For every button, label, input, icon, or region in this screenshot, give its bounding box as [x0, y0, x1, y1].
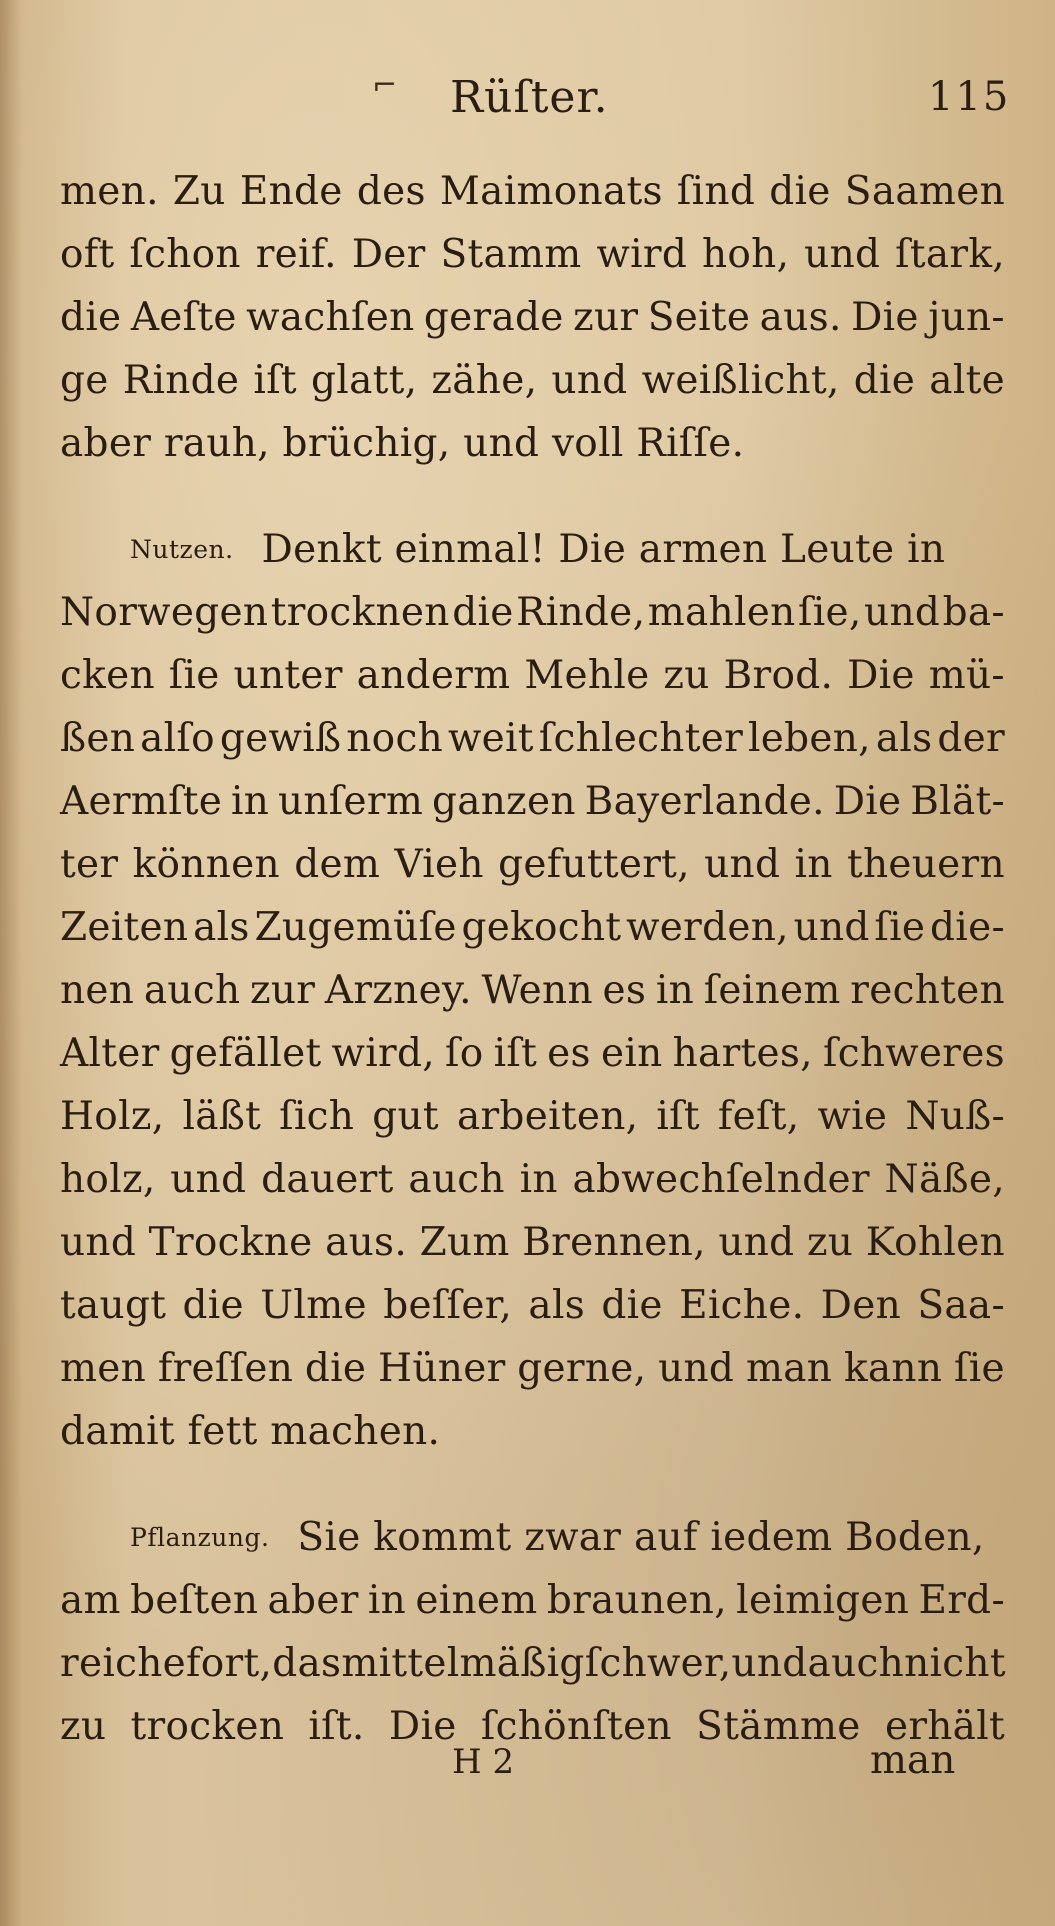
word: Zum — [419, 1220, 510, 1265]
word: holz, — [60, 1157, 156, 1202]
text-line — [60, 1150, 1005, 1210]
word: unſerm — [277, 779, 424, 824]
word: und — [793, 905, 870, 950]
word: Näße, — [884, 1157, 1005, 1202]
word: ſie — [874, 905, 926, 950]
catchword: man — [870, 1738, 956, 1783]
word: dem — [294, 842, 381, 887]
word: weit — [447, 716, 534, 761]
word: gefuttert, — [498, 842, 690, 887]
word: in — [794, 842, 833, 887]
word: Erd‑ — [918, 1578, 1005, 1623]
word: es — [547, 1031, 591, 1076]
word: rechten — [850, 968, 1005, 1013]
paragraph-first-line — [130, 520, 945, 580]
text-line — [60, 1087, 1005, 1147]
text-line — [60, 1697, 1005, 1757]
word: die — [853, 358, 916, 403]
margin-note-pflanzung: Pflanzung. — [130, 1523, 270, 1552]
word: glatt, — [311, 358, 418, 403]
text-line — [60, 225, 1005, 285]
word: ge — [60, 358, 109, 403]
word: und — [731, 1641, 808, 1686]
word: Arzney. — [324, 968, 472, 1013]
word: ſich — [279, 1094, 355, 1139]
word: als — [193, 905, 250, 950]
word: Ulme — [260, 1283, 367, 1328]
word: ter — [60, 842, 119, 887]
word: Aermſte — [60, 779, 223, 824]
text-line — [60, 1276, 1005, 1336]
word: die — [769, 169, 831, 214]
word: theuern — [846, 842, 1005, 887]
word: in — [655, 968, 695, 1013]
word: gewiß — [219, 716, 342, 761]
word: men. — [60, 169, 159, 214]
word: fort, — [186, 1641, 273, 1686]
word: beſten — [130, 1578, 259, 1623]
word: hoh, — [701, 232, 790, 277]
word: hartes, — [672, 1031, 813, 1076]
word: Kohlen — [865, 1220, 1005, 1265]
word: dauert — [261, 1157, 394, 1202]
word: unter — [233, 653, 343, 698]
word: das — [272, 1641, 342, 1686]
word: ſie, — [798, 590, 862, 635]
word: Saamen — [844, 169, 1005, 214]
word: ſo — [445, 1031, 484, 1076]
word: feſt, — [717, 1094, 800, 1139]
word: ſind — [676, 169, 756, 214]
word: auch — [143, 968, 241, 1013]
word: jun‑ — [928, 295, 1005, 340]
word: und — [60, 1220, 137, 1265]
word: die — [182, 1283, 244, 1328]
word: als — [528, 1283, 586, 1328]
word: aber — [267, 1578, 359, 1623]
word: auch — [807, 1641, 905, 1686]
word: und — [718, 1220, 795, 1265]
word: ſchon — [129, 232, 241, 277]
running-head — [0, 62, 1055, 122]
header-mark: ⌐ — [372, 68, 398, 103]
word: auch — [408, 1157, 505, 1202]
word: Den — [820, 1283, 901, 1328]
word: zur — [573, 295, 639, 340]
word: Bayerlande. — [584, 779, 825, 824]
word: Holz, — [60, 1094, 165, 1139]
text-line — [60, 646, 1005, 706]
word: iſt — [656, 1094, 700, 1139]
signature-mark: H 2 — [452, 1742, 515, 1782]
word: Brennen, — [522, 1220, 706, 1265]
word: leben, — [747, 716, 871, 761]
page-edge-shadow — [0, 0, 22, 1926]
word: reif. — [255, 232, 337, 277]
word: Maimonats — [439, 169, 663, 214]
word: wachſen — [246, 295, 415, 340]
word: Der — [351, 232, 426, 277]
word: die — [304, 1346, 367, 1391]
word: Norwegen — [60, 590, 269, 635]
word: Vieh — [394, 842, 484, 887]
word: die — [452, 590, 514, 635]
word: und — [804, 232, 881, 277]
word: anderm — [356, 653, 511, 698]
word: zu — [663, 653, 710, 698]
word: der — [937, 716, 1005, 761]
word: Blät‑ — [910, 779, 1005, 824]
word: noch — [346, 716, 444, 761]
word: in — [367, 1578, 407, 1623]
word: Brod. — [723, 653, 834, 698]
page-title: Rüſter. — [450, 72, 609, 123]
word: trocknen — [270, 590, 450, 635]
word: ſie — [168, 653, 220, 698]
word: aus. — [325, 1220, 408, 1265]
word: Die — [388, 1704, 457, 1749]
word: cken — [60, 653, 155, 698]
text-line — [60, 772, 1005, 832]
word: man — [745, 1346, 833, 1391]
word: iſt — [253, 358, 297, 403]
text-line: Sie kommt zwar auf iedem Boden, — [297, 1515, 985, 1560]
word: Die — [847, 653, 915, 698]
word: ein — [600, 1031, 663, 1076]
word: Stamm — [440, 232, 582, 277]
word: in — [519, 1157, 558, 1202]
word: und — [658, 1346, 735, 1391]
word: Wenn — [481, 968, 593, 1013]
word: Seite — [647, 295, 751, 340]
text-line — [60, 162, 1005, 222]
word: Alter — [60, 1031, 160, 1076]
word: Die — [851, 295, 919, 340]
word: iſt. — [308, 1704, 365, 1749]
word: zu — [60, 1704, 107, 1749]
word: wie — [817, 1094, 888, 1139]
word: Rinde, — [516, 590, 646, 635]
word: einem — [415, 1578, 538, 1623]
word: werden, — [626, 905, 789, 950]
word: ba‑ — [942, 590, 1005, 635]
word: ſchönſten — [480, 1704, 672, 1749]
text-line — [60, 1634, 1005, 1694]
word: es — [602, 968, 647, 1013]
word: die — [60, 295, 122, 340]
word: men — [60, 1346, 147, 1391]
word: zähe, — [431, 358, 538, 403]
word: Stämme — [696, 1704, 861, 1749]
word: mahlen — [647, 590, 796, 635]
word: nicht — [904, 1641, 1006, 1686]
word: in — [230, 779, 270, 824]
word: ßen — [60, 716, 136, 761]
word: zu — [806, 1220, 854, 1265]
word: Eiche. — [679, 1283, 805, 1328]
page-number: 115 — [928, 74, 1011, 120]
word: abwechſelnder — [572, 1157, 870, 1202]
word: kann — [843, 1346, 943, 1391]
word: gekocht — [461, 905, 622, 950]
word: Hüner — [378, 1346, 506, 1391]
word: Rinde — [122, 358, 240, 403]
word: und — [170, 1157, 247, 1202]
text-line — [60, 1571, 1005, 1631]
word: weißlicht, — [641, 358, 840, 403]
word: ſeinem — [703, 968, 841, 1013]
word: aus. — [759, 295, 842, 340]
word: am — [60, 1578, 121, 1623]
word: nen — [60, 968, 135, 1013]
text-line — [60, 288, 1005, 348]
text-line: damit fett machen. — [60, 1409, 441, 1454]
word: Mehle — [524, 653, 650, 698]
word: Nuß‑ — [905, 1094, 1005, 1139]
word: ganzen — [431, 779, 576, 824]
word: ſchwer, — [584, 1641, 732, 1686]
word: wird — [596, 232, 688, 277]
text-line — [60, 583, 1005, 643]
word: können — [132, 842, 280, 887]
word: gerne, — [517, 1346, 647, 1391]
text-line: Denkt einmal! Die armen Leute in — [261, 527, 946, 572]
word: freſſen — [157, 1346, 294, 1391]
word: Trockne — [148, 1220, 313, 1265]
word: ſtark, — [895, 232, 1005, 277]
word: Zu — [172, 169, 226, 214]
word: gerade — [423, 295, 564, 340]
word: trocken — [130, 1704, 285, 1749]
word: läßt — [182, 1094, 262, 1139]
paragraph-first-line — [130, 1508, 985, 1568]
text-line — [60, 1339, 1005, 1399]
word: ſchlechter — [538, 716, 744, 761]
word: reiche — [60, 1641, 187, 1686]
word: alte — [929, 358, 1005, 403]
word: des — [356, 169, 426, 214]
word: erhält — [884, 1704, 1005, 1749]
word: leimigen — [736, 1578, 910, 1623]
word: Saa‑ — [917, 1283, 1005, 1328]
word: ſie — [954, 1346, 1005, 1391]
word: gefället — [169, 1031, 322, 1076]
text-line — [60, 709, 1005, 769]
word: zur — [250, 968, 316, 1013]
word: die — [601, 1283, 663, 1328]
margin-note-nutzen: Nutzen. — [130, 535, 234, 564]
text-line — [60, 961, 1005, 1021]
text-line — [60, 1024, 1005, 1084]
text-line — [60, 351, 1005, 411]
word: mü‑ — [928, 653, 1005, 698]
word: arbeiten, — [456, 1094, 639, 1139]
word: oft — [60, 232, 115, 277]
word: iſt — [493, 1031, 538, 1076]
word: Zugemüſe — [254, 905, 457, 950]
text-line — [60, 1213, 1005, 1273]
word: Die — [833, 779, 902, 824]
text-line — [60, 898, 1005, 958]
word: Ende — [239, 169, 343, 214]
word: und — [704, 842, 781, 887]
word: Aeſte — [130, 295, 237, 340]
word: wird, — [331, 1031, 435, 1076]
word: taugt — [60, 1283, 167, 1328]
word: braunen, — [546, 1578, 727, 1623]
word: die‑ — [930, 905, 1005, 950]
word: und — [551, 358, 628, 403]
word: als — [875, 716, 933, 761]
text-line — [60, 835, 1005, 895]
word: und — [864, 590, 941, 635]
word: beſſer, — [383, 1283, 513, 1328]
word: ſchweres — [822, 1031, 1005, 1076]
word: Zeiten — [60, 905, 189, 950]
word: mittelmäßig — [341, 1641, 585, 1686]
text-line: aber rauh, brüchig, und voll Riſſe. — [60, 421, 745, 466]
word: alſo — [140, 716, 215, 761]
word: gut — [372, 1094, 439, 1139]
